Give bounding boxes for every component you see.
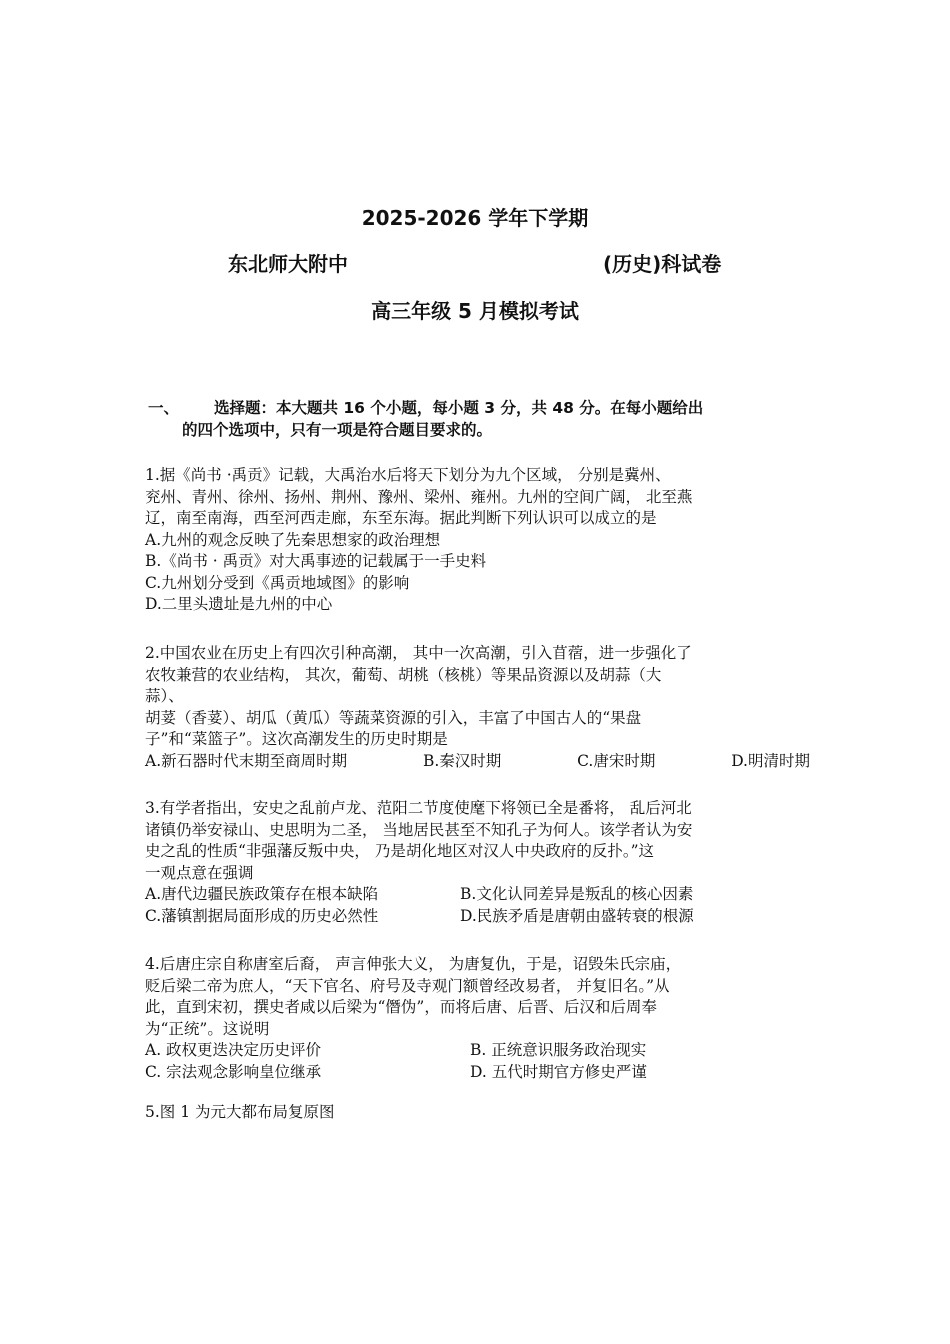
question-2: [145, 643, 810, 772]
school-name: 东北师大附中: [228, 252, 348, 276]
question-stem-line: 诸镇仍举安禄山、史思明为二圣， 当地居民甚至不知孔子为何人。该学者认为安: [145, 820, 693, 839]
question-5: [145, 1102, 810, 1124]
section-number: 一、: [148, 399, 180, 417]
question-stem-line: 此，直到宋初，撰史者咸以后梁为“僭伪”，而将后唐、后晋、后汉和后周奉: [145, 998, 657, 1016]
section-instructions-line-2: 的四个选项中，只有一项是符合题目要求的。: [182, 421, 493, 439]
option-c: C. 宗法观念影响皇位继承: [145, 1062, 322, 1081]
option-a: A. 政权更迭决定历史评价: [145, 1041, 322, 1059]
options-row: [145, 906, 810, 928]
question-stem-line: 子”和“菜篮子”。这次高潮发生的历史时期是: [145, 730, 448, 748]
question-stem-line: 贬后梁二帝为庶人，“天下官名、府号及寺观门额曾经改易者， 并复旧名。”从: [145, 976, 670, 995]
question-stem-line: 史之乱的性质“非强藩反叛中央， 乃是胡化地区对汉人中央政府的反扑。”这: [145, 842, 655, 860]
option-d: D.明清时期: [731, 751, 810, 770]
question-4: [145, 954, 810, 1083]
question-stem-line: 4.后唐庄宗自称唐室后裔， 声言伸张大义， 为唐复仇，于是，诏毁朱氏宗庙，: [145, 955, 682, 973]
question-stem-line: 3.有学者指出，安史之乱前卢龙、范阳二节度使麾下将领已全是番将， 乱后河北: [145, 799, 692, 817]
option-c: C.九州划分受到《禹贡地域图》的影响: [145, 573, 410, 592]
option-a: A.唐代边疆民族政策存在根本缺陷: [145, 885, 379, 903]
question-stem-line: 2.中国农业在历史上有四次引种高潮， 其中一次高潮，引入苜蓿，进一步强化了: [145, 644, 692, 662]
option-b: B. 正统意识服务政治现实: [470, 1041, 647, 1059]
question-stem-line: 5.图 1 为元大都布局复原图: [145, 1103, 335, 1121]
option-b: B.秦汉时期: [422, 751, 502, 770]
options-row: [145, 884, 810, 906]
question-1: [145, 465, 810, 616]
option-a: A.新石器时代末期至商周时期: [145, 751, 348, 770]
section-instructions-line-1: 选择题：本大题共 16 个小题，每小题 3 分，共 48 分。在每小题给出: [214, 399, 704, 417]
question-stem-line: 辽，南至南海，西至河西走廊，东至东海。据此判断下列认识可以成立的是: [145, 509, 657, 527]
question-3: [145, 798, 810, 927]
option-d: D.二里头遗址是九州的中心: [145, 595, 333, 613]
option-b: B.文化认同差异是叛乱的核心因素: [460, 885, 694, 903]
options-row: [145, 1062, 810, 1084]
exam-title: 高三年级 5 月模拟考试: [371, 299, 579, 323]
question-stem-line: 农牧兼营的农业结构， 其次，葡萄、胡桃（核桃）等果品资源以及胡蒜（大: [145, 665, 662, 684]
option-a: A.九州的观念反映了先秦思想家的政治理想: [145, 530, 441, 549]
option-d: D.民族矛盾是唐朝由盛转衰的根源: [460, 906, 694, 925]
option-c: C.唐宋时期: [577, 751, 656, 770]
question-stem-line: 为“正统”。这说明: [145, 1019, 270, 1038]
option-c: C.藩镇割据局面形成的历史必然性: [145, 906, 379, 925]
question-stem-line: 胡荽（香荽）、胡瓜（黄瓜）等蔬菜资源的引入，丰富了中国古人的“果盘: [145, 708, 642, 727]
options-row: [145, 1040, 810, 1062]
question-stem-line: 兖州、青州、徐州、扬州、荆州、豫州、梁州、雍州。九州的空间广阔， 北至燕: [145, 487, 693, 506]
exam-year-term: 2025-2026 学年下学期: [361, 206, 589, 230]
question-stem-line: 1.据《尚书 ·禹贡》记载，大禹治水后将天下划分为九个区域， 分别是冀州、: [145, 466, 671, 484]
option-d: D. 五代时期官方修史严谨: [470, 1062, 647, 1081]
question-stem-line: 一观点意在强调: [145, 863, 254, 882]
question-stem-line: 蒜）、: [145, 687, 184, 705]
subject-title: (历史)科试卷: [603, 252, 722, 276]
option-b: B.《尚书 · 禹贡》对大禹事迹的记载属于一手史料: [145, 552, 487, 570]
options-row: [145, 751, 810, 773]
